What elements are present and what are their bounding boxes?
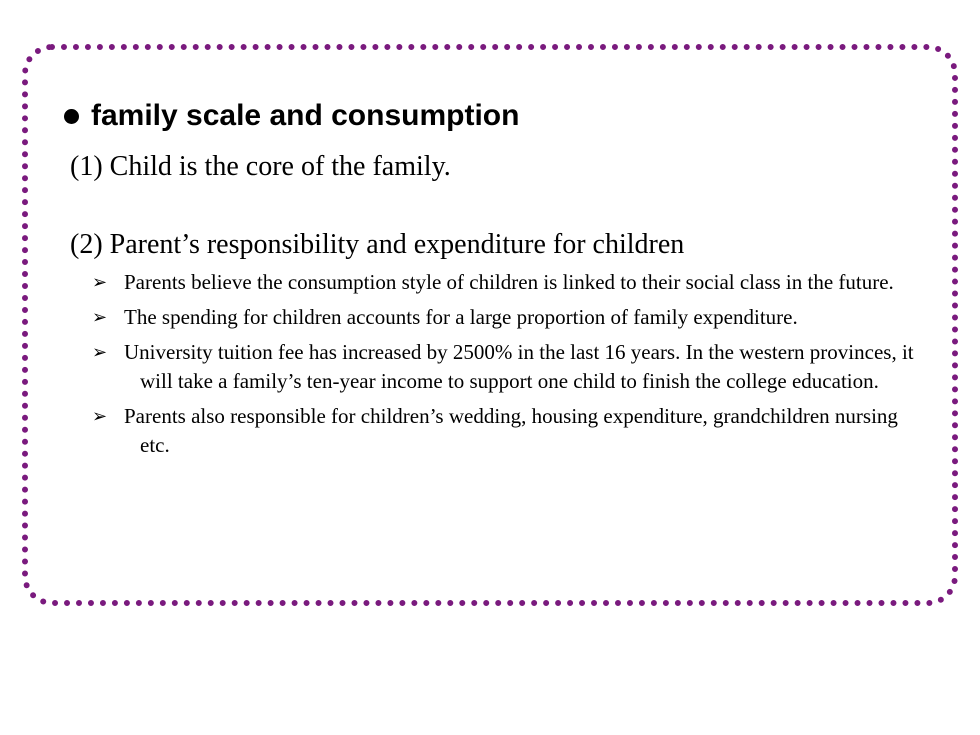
sub-point-text: Parents believe the consumption style of children is linked to their social class in the future. (124, 270, 894, 294)
arrow-bullet-icon: ➢ (92, 272, 108, 293)
sub-point-text: Parents also responsible for children’s wedding, housing expenditure, grandchildren nursing etc. (124, 404, 898, 457)
sub-point-text: The spending for children accounts for a large proportion of family expenditure. (124, 305, 798, 329)
sub-point-text: University tuition fee has increased by 2500% in the last 16 years. In the western provinces, it will take a family’s ten-year income to support one child to finish the college education. (124, 340, 914, 393)
arrow-bullet-icon: ➢ (92, 406, 108, 427)
sub-point (92, 268, 922, 297)
sub-point (92, 402, 922, 460)
heading-text: family scale and consumption (91, 99, 520, 132)
point-child-core: (1) Child is the core of the family. (70, 151, 451, 182)
bullet-dot-icon (64, 109, 79, 124)
arrow-bullet-icon: ➢ (92, 307, 108, 328)
point-parent-responsibility: (2) Parent’s responsibility and expenditure for children (70, 229, 685, 260)
heading (64, 96, 519, 136)
sub-point (92, 303, 922, 332)
sub-point-list (92, 268, 922, 466)
sub-point (92, 338, 922, 396)
arrow-bullet-icon: ➢ (92, 342, 108, 363)
